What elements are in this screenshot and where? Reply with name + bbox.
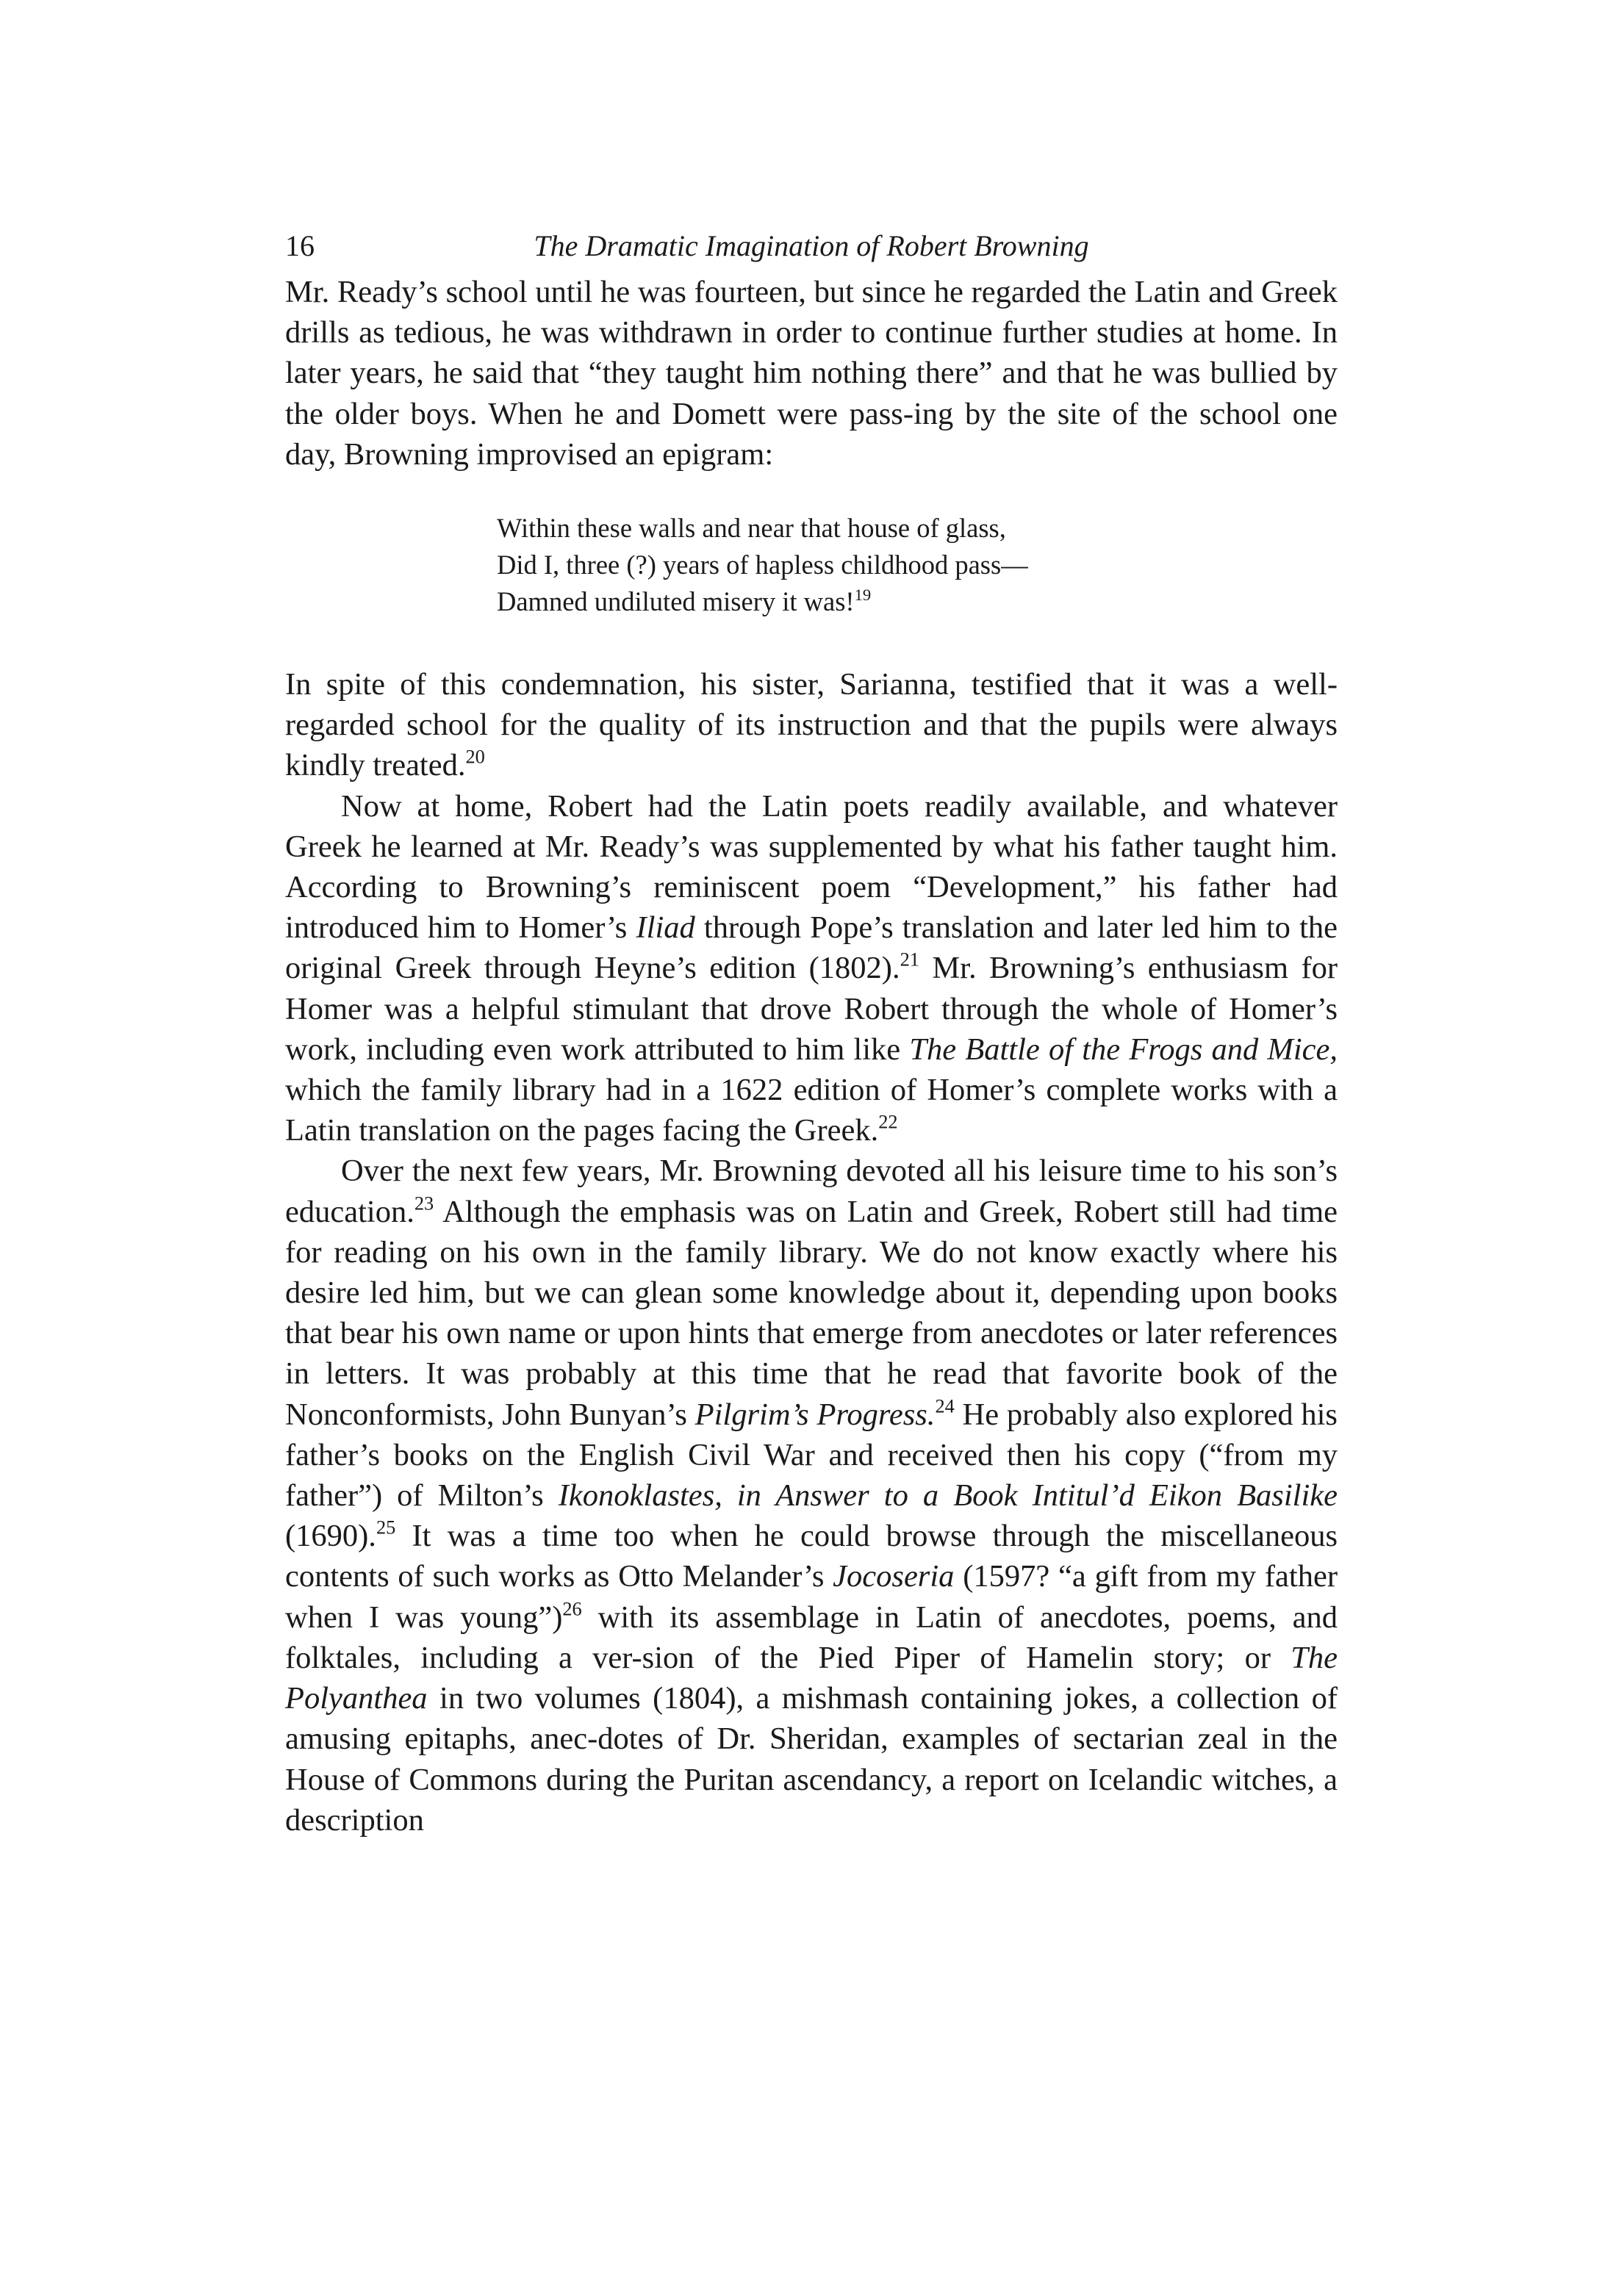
footnote-ref-25: 25 <box>376 1516 396 1539</box>
body-text <box>285 272 1338 1840</box>
paragraph-4-text-a: Over the next few years, Mr. Browning devoted all his leisure time to his son’s education. <box>285 1154 1338 1229</box>
paragraph-3 <box>285 786 1338 1151</box>
footnote-ref-26: 26 <box>562 1598 582 1620</box>
paragraph-3-text-d: which the family library had in a 1622 edition of Homer’s complete works with a Latin translation on the pages facing the Greek. <box>285 1073 1338 1148</box>
paragraph-3-text-a: Now at home, Robert had the Latin poets readily available, and whatever Greek he learned at Mr. Ready’s was supplemented by what his father taught him. According to Browning’s reminiscent poem “Development,” his father had introduced him to Homer’s <box>285 788 1338 946</box>
paragraph-4-text-f: (1597? “a gift from my father when I was young”) <box>285 1559 1338 1635</box>
verse-line-3-text: Damned undiluted misery it was! <box>497 586 855 617</box>
title-iliad: Iliad <box>636 910 695 946</box>
paragraph-2-text: In spite of this condemnation, his sister, Sarianna, testified that it was a well-regarded school for the quality of its instruction and that the pupils were always kindly treated. <box>285 667 1338 783</box>
paragraph-4 <box>285 1151 1338 1840</box>
footnote-ref-21: 21 <box>900 949 919 971</box>
footnote-ref-23: 23 <box>414 1192 434 1214</box>
page-number: 16 <box>285 229 315 262</box>
title-jocoseria: Jocoseria <box>833 1559 955 1594</box>
paragraph-2 <box>285 664 1338 786</box>
paragraph-4-text-e: It was a time too when he could browse through the miscellaneous contents of such works as Otto Melander’s <box>285 1519 1338 1594</box>
title-ikonoklastes: Ikonoklastes, in Answer to a Book Intitul’d Eikon Basilike <box>558 1478 1338 1514</box>
footnote-ref-22: 22 <box>878 1111 898 1133</box>
title-pilgrims-progress: Pilgrim’s Progress. <box>694 1397 936 1432</box>
paragraph-1: Mr. Ready’s school until he was fourteen, but since he regarded the Latin and Greek drills as tedious, he was withdrawn in order to continue further studies at home. In later years, he said that “they taught him nothing there” and that he was bullied by the older boys. When he and Domett were pass-ing by the site of the school one day, Browning improvised an epigram: <box>285 275 1338 472</box>
verse-line-3 <box>497 583 1338 620</box>
epigram-verse <box>497 510 1338 620</box>
book-title: The Dramatic Imagination of Robert Browning <box>534 229 1089 262</box>
book-page <box>285 220 1338 1840</box>
title-polyanthea: The Polyanthea <box>285 1640 1338 1716</box>
paragraph-4-text-c: He probably also explored his father’s books on the English Civil War and received then his copy (“from my father”) of Milton’s <box>285 1397 1338 1514</box>
verse-line-2: Did I, three (?) years of hapless childhood pass— <box>497 550 1028 580</box>
paragraph-4-text-d: (1690). <box>285 1519 376 1554</box>
title-battle-frogs-mice: The Battle of the Frogs and Mice, <box>909 1032 1338 1067</box>
paragraph-3-text-c: Mr. Browning’s enthusiasm for Homer was a helpful stimulant that drove Robert through the whole of Homer’s work, including even work attributed to him like <box>285 951 1338 1067</box>
footnote-ref-20: 20 <box>465 746 485 769</box>
paragraph-4-text-b: Although the emphasis was on Latin and Greek, Robert still had time for reading on his own in the family library. We do not know exactly where his desire led him, but we can glean some knowledge about it, depending upon books that bear his own name or upon hints that emerge from anecdotes or later references in letters. It was probably at this time that he read that favorite book of the Nonconformists, John Bunyan’s <box>285 1194 1338 1432</box>
running-head <box>285 220 1338 272</box>
verse-line-1: Within these walls and near that house of glass, <box>497 513 1006 544</box>
paragraph-3-text-b: through Pope’s translation and later led him to the original Greek through Heyne’s edition (1802). <box>285 910 1338 986</box>
footnote-ref-24: 24 <box>935 1395 955 1417</box>
paragraph-4-text-g: with its assemblage in Latin of anecdotes, poems, and folktales, including a ver-sion of the Pied Piper of Hamelin story; or <box>285 1599 1338 1675</box>
footnote-ref-19: 19 <box>854 586 872 604</box>
paragraph-4-text-h: in two volumes (1804), a mishmash containing jokes, a collection of amusing epitaphs, anec-dotes of Dr. Sheridan, examples of sectarian zeal in the House of Commons during the Puritan ascendancy, a report on Icelandic witches, a description <box>285 1681 1338 1838</box>
